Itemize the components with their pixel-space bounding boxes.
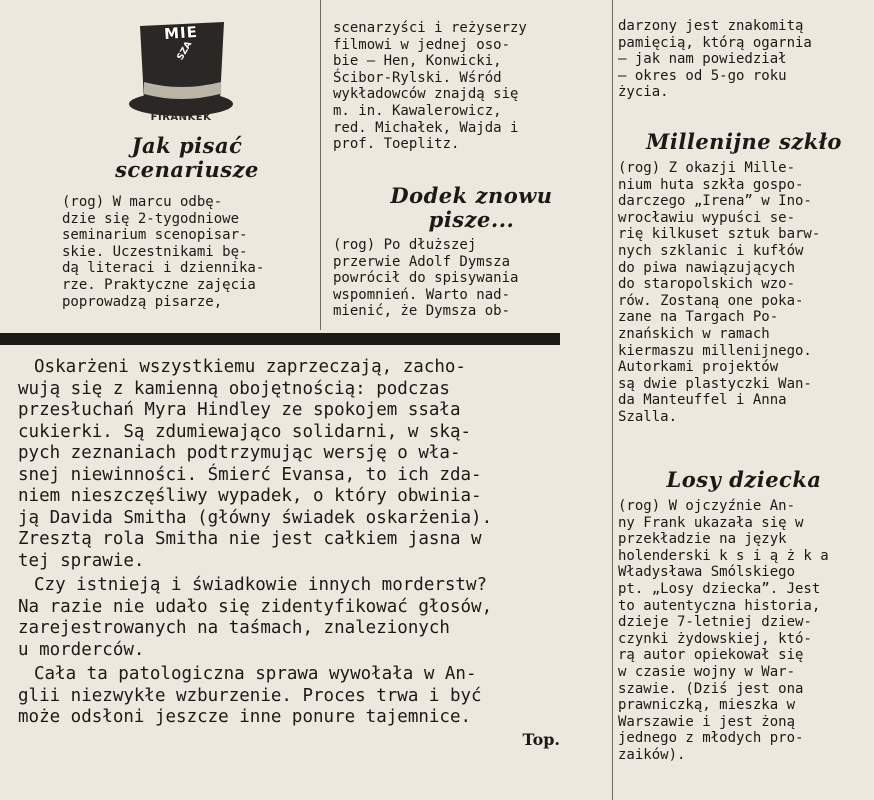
- text-line: Warszawie i jest żoną: [618, 713, 796, 730]
- text-line: przesłuchań Myra Hindley ze spokojem ssała: [18, 400, 461, 420]
- text-line: pt. „Losy dziecka”. Jest: [618, 580, 821, 597]
- column-jak-pisac: [62, 0, 312, 330]
- text-line: prof. Toeplitz.: [333, 136, 460, 153]
- text-line: czynki żydowskiej, któ-: [618, 630, 812, 647]
- text-line: dzieje 7-letniej dziew-: [618, 614, 812, 631]
- text-line: w czasie wojny w War-: [618, 663, 796, 680]
- text-line: Ścibor-Rylski. Wśród: [333, 69, 502, 86]
- text-line: Szalla.: [618, 408, 678, 425]
- text-line: nych szklanic i kufłów: [618, 242, 804, 259]
- headline-jak-pisac: [62, 134, 312, 182]
- text-line: Na razie nie udało się zidentyfikować głosów,: [18, 596, 493, 617]
- text-line: ją Davida Smitha (główny świadek oskarżenia).: [18, 507, 493, 528]
- text-line: u morderców.: [18, 639, 145, 660]
- text-line: rze. Praktyczne zajęcia: [62, 276, 256, 293]
- column-dodek: [333, 0, 610, 330]
- text-line: tej sprawie.: [18, 550, 145, 571]
- text-line: wspomnień. Warto nad-: [333, 286, 511, 303]
- headline-dodek: [333, 184, 610, 232]
- column-divider: [320, 0, 321, 330]
- text-line: darczego „Irena” w Ino-: [618, 193, 812, 210]
- text-line: mienić, że Dymsza ob-: [333, 303, 511, 320]
- text-line: życia.: [618, 84, 669, 101]
- text-line: niem nieszczęśliwy wypadek, o który obwinia-: [18, 486, 482, 506]
- text-line: może odsłoni jeszcze inne ponure tajemnice.: [18, 707, 472, 727]
- paragraph: [18, 357, 562, 572]
- text-line: zarejestrowanych na taśmach, znalezionych: [18, 618, 450, 638]
- text-line: Cała ta patologiczna sprawa wywołała w An-: [34, 664, 477, 684]
- text-line: są dwie plastyczki Wan-: [618, 375, 812, 392]
- text-line: poprowadzą pisarze,: [62, 293, 223, 310]
- text-line: m. in. Kawalerowicz,: [333, 102, 502, 119]
- text-line: — jak nam powiedział: [618, 51, 787, 68]
- text-line: przerwie Adolf Dymsza: [333, 253, 511, 270]
- text-line: zane na Targach Po-: [618, 309, 779, 326]
- text-line: zaików).: [618, 746, 686, 763]
- text-line: prawniczką, mieszka w: [618, 697, 796, 714]
- text-line: Czy istnieją i świadkowie innych morderstw?: [34, 575, 488, 595]
- text-line: dą literaci i dziennika-: [62, 260, 265, 277]
- article-text: [618, 160, 870, 426]
- headline-line: Jak pisać: [131, 133, 243, 158]
- headline-losy-dziecka: Losy dziecka: [666, 467, 822, 492]
- text-line: ny Frank ukazała się w: [618, 514, 804, 531]
- text-line: glii niezwykłe wzburzenie. Proces trwa i być: [18, 685, 482, 706]
- text-line: jednego z młodych pro-: [618, 730, 804, 747]
- text-line: darzony jest znakomitą: [618, 18, 804, 34]
- text-line: cukierki. Są zdumiewająco solidarni, w ską-: [18, 421, 472, 442]
- text-line: skie. Uczestnikami bę-: [62, 243, 248, 260]
- text-line: seminarium scenopisar-: [62, 227, 248, 244]
- text-line: wrocławiu wypuści se-: [618, 209, 796, 226]
- text-line: rię kilkuset sztuk barw-: [618, 226, 821, 243]
- article-text: [62, 194, 312, 310]
- section-logo: [126, 20, 236, 130]
- text-line: scenarzyści i reżyserzy: [333, 20, 527, 36]
- article-text: [333, 20, 610, 153]
- text-line: filmowi w jednej oso-: [333, 36, 511, 53]
- text-line: przekładzie na język: [618, 531, 787, 548]
- article-text: [333, 237, 610, 320]
- text-line: powrócił do spisywania: [333, 270, 519, 287]
- text-line: (rog) Po dłuższej: [333, 237, 477, 253]
- column-right: [618, 0, 870, 800]
- section-divider-bar: [0, 333, 560, 345]
- text-line: (rog) Z okazji Mille-: [618, 160, 796, 176]
- text-line: Zresztą rola Smitha nie jest całkiem jasna w: [18, 529, 482, 549]
- paragraph: [18, 575, 562, 661]
- column-divider: [612, 0, 613, 800]
- text-line: snej niewinności. Śmierć Evansa, to ich zda-: [18, 464, 482, 485]
- logo-word-side: SZA: [175, 39, 195, 63]
- author-signature: Top.: [522, 729, 560, 749]
- text-line: dzie się 2-tygodniowe: [62, 210, 240, 227]
- text-line: kiermaszu millenijnego.: [618, 342, 812, 359]
- text-line: znańskich w ramach: [618, 325, 770, 342]
- text-line: Oskarżeni wszystkiemu zaprzeczają, zacho-: [34, 357, 466, 377]
- text-line: wują się z kamienną obojętnością: podczas: [18, 378, 450, 399]
- logo-word-top: MIE: [163, 22, 199, 44]
- headline-line: scenariusze: [115, 157, 259, 182]
- headline-millenijne: Millenijne szkło: [646, 129, 842, 154]
- article-text: [618, 18, 870, 101]
- logo-band-text: FIRANKEK: [150, 112, 212, 123]
- text-line: wykładowców znajdą się: [333, 86, 519, 103]
- text-line: szawie. (Dziś jest ona: [618, 680, 804, 697]
- text-line: da Manteuffel i Anna: [618, 392, 787, 409]
- text-line: holenderski k s i ą ż k a: [618, 547, 829, 564]
- text-line: (rog) W marcu odbę-: [62, 194, 223, 210]
- text-line: do staropolskich wzo-: [618, 276, 796, 293]
- text-line: do piwa nawiązujących: [618, 259, 796, 276]
- text-line: Autorkami projektów: [618, 359, 779, 376]
- headline-line: pisze...: [428, 207, 515, 232]
- text-line: rą autor opiekował się: [618, 647, 804, 664]
- text-line: to autentyczna historia,: [618, 597, 821, 614]
- text-line: pych zeznaniach podtrzymując wersję o wła-: [18, 443, 461, 463]
- text-line: (rog) W ojczyźnie An-: [618, 498, 796, 514]
- paragraph: [18, 664, 562, 729]
- article-text: [618, 498, 870, 764]
- headline-line: Dodek znowu: [390, 183, 553, 208]
- text-line: pamięcią, którą ogarnia: [618, 34, 812, 51]
- text-line: bie — Hen, Konwicki,: [333, 53, 502, 70]
- text-line: red. Michałek, Wajda i: [333, 119, 519, 136]
- main-article-body: [18, 357, 562, 750]
- text-line: nium huta szkła gospo-: [618, 176, 804, 193]
- text-line: Władysława Smólskiego: [618, 564, 796, 581]
- text-line: — okres od 5-go roku: [618, 67, 787, 84]
- text-line: rów. Zostaną one poka-: [618, 292, 804, 309]
